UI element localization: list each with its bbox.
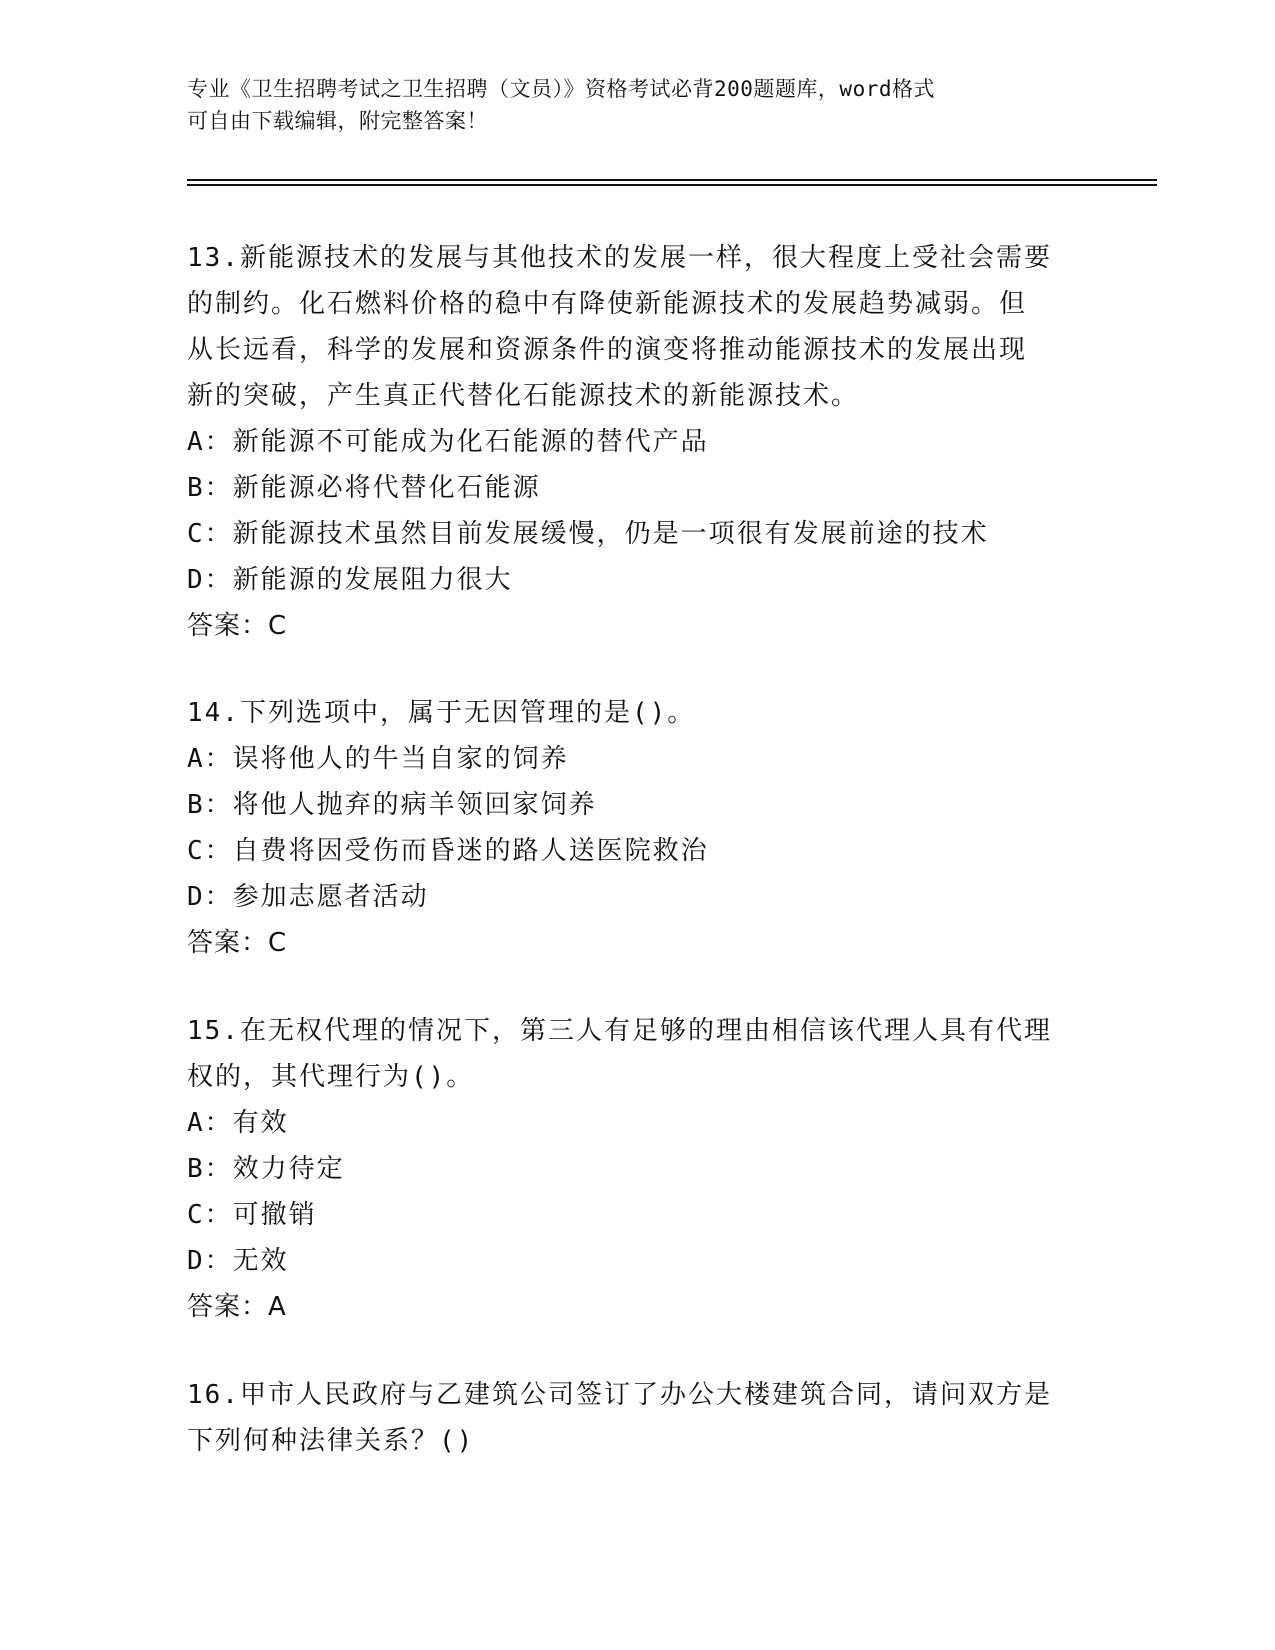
- stem-line: 15.在无权代理的情况下，第三人有足够的理由相信该代理人具有代理: [187, 1016, 1052, 1046]
- option-b: B：新能源必将代替化石能源: [187, 473, 541, 503]
- question-stem: [187, 1372, 1087, 1464]
- option-d: D：新能源的发展阻力很大: [187, 565, 513, 595]
- question-16: [187, 1372, 1087, 1464]
- stem-line: 16.甲市人民政府与乙建筑公司签订了办公大楼建筑合同，请问双方是: [187, 1380, 1052, 1410]
- question-stem: [187, 235, 1087, 419]
- answer-line: 答案：A: [187, 1292, 287, 1322]
- option-b: B：将他人抛弃的病羊领回家饲养: [187, 790, 597, 820]
- option-d: D：无效: [187, 1246, 289, 1276]
- header-divider-bottom: [187, 184, 1157, 186]
- question-stem: [187, 690, 1087, 736]
- header-line-1: 专业《卫生招聘考试之卫生招聘（文员）》资格考试必背200题题库，word格式: [187, 77, 935, 101]
- option-d: D：参加志愿者活动: [187, 882, 429, 912]
- question-13: [187, 235, 1087, 649]
- option-a: A：误将他人的牛当自家的饲养: [187, 744, 569, 774]
- option-a: A：有效: [187, 1108, 289, 1138]
- option-a: A：新能源不可能成为化石能源的替代产品: [187, 427, 709, 457]
- document-header: [187, 73, 1087, 137]
- stem-line: 从长远看，科学的发展和资源条件的演变将推动能源技术的发展出现: [187, 335, 1028, 365]
- stem-line: 权的，其代理行为()。: [187, 1062, 475, 1092]
- stem-line: 的制约。化石燃料价格的稳中有降使新能源技术的发展趋势减弱。但: [187, 289, 1028, 319]
- option-c: C：新能源技术虽然目前发展缓慢，仍是一项很有发展前途的技术: [187, 519, 989, 549]
- stem-line: 新的突破，产生真正代替化石能源技术的新能源技术。: [187, 381, 860, 411]
- option-b: B：效力待定: [187, 1154, 345, 1184]
- stem-line: 下列何种法律关系？(): [187, 1426, 475, 1456]
- stem-line: 14.下列选项中，属于无因管理的是()。: [187, 698, 696, 728]
- answer-line: 答案：C: [187, 611, 288, 641]
- answer-line: 答案：C: [187, 928, 288, 958]
- option-c: C：可撤销: [187, 1200, 317, 1230]
- question-14: [187, 690, 1087, 966]
- question-stem: [187, 1008, 1087, 1100]
- header-divider-top: [187, 179, 1157, 181]
- question-15: [187, 1008, 1087, 1330]
- stem-line: 13.新能源技术的发展与其他技术的发展一样，很大程度上受社会需要: [187, 243, 1052, 273]
- option-c: C：自费将因受伤而昏迷的路人送医院救治: [187, 836, 709, 866]
- header-line-2: 可自由下载编辑，附完整答案！: [187, 109, 488, 133]
